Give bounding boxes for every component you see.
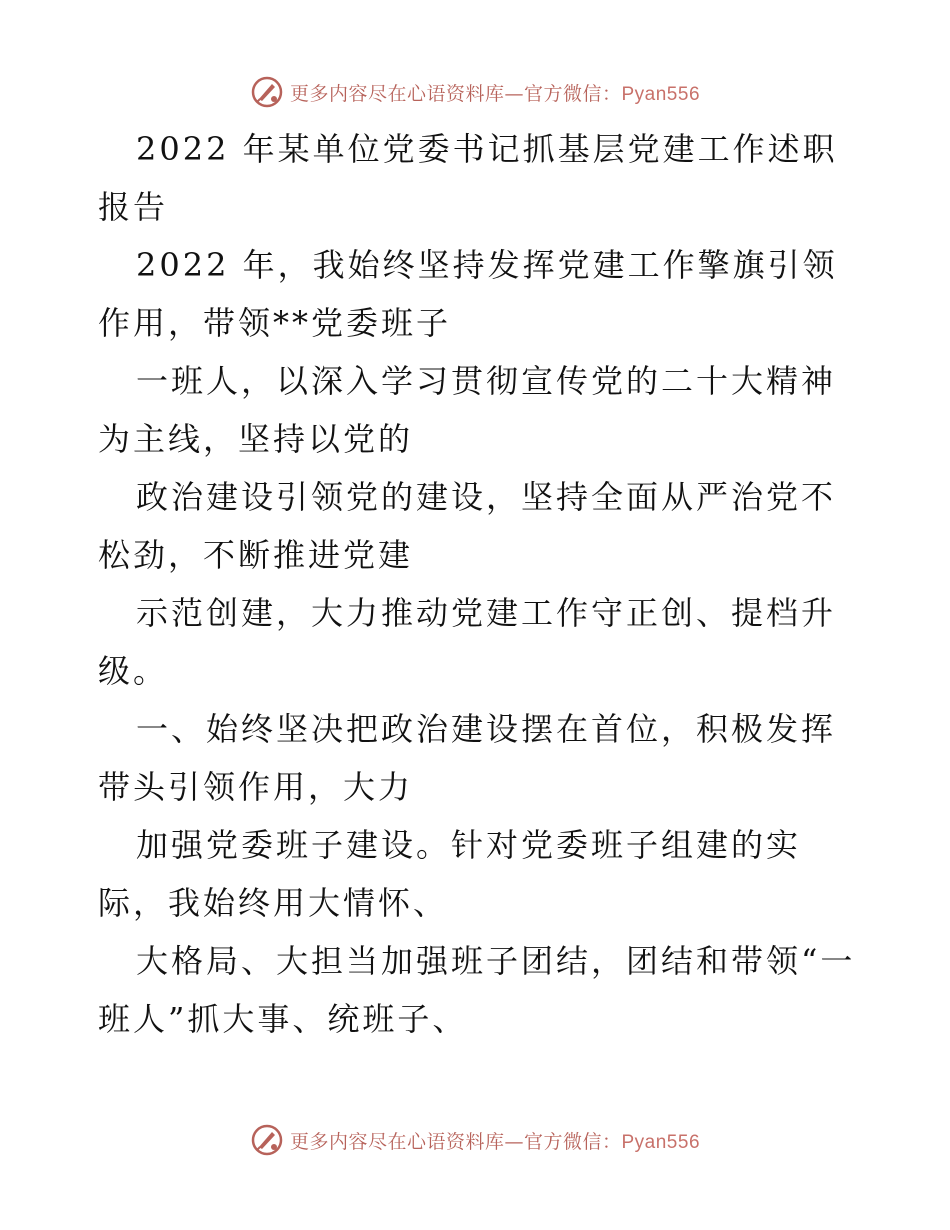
quill-seal-icon <box>250 75 284 109</box>
paragraph: 示范创建，大力推动党建工作守正创、提档升级。 <box>98 594 837 690</box>
watermark-text: 更多内容尽在心语资料库—官方微信：Pyan556 <box>289 82 701 105</box>
footer-watermark-banner <box>0 1120 950 1160</box>
header-watermark-banner <box>0 72 950 112</box>
quill-seal-icon <box>250 1123 284 1157</box>
paragraph: 2022 年，我始终坚持发挥党建工作擎旗引领作用，带领**党委班子 <box>98 246 838 342</box>
watermark-text: 更多内容尽在心语资料库—官方微信：Pyan556 <box>289 1130 701 1153</box>
document-body <box>98 120 858 1048</box>
paragraph: 大格局、大担当加强班子团结，团结和带领“一班人”抓大事、统班子、 <box>98 942 856 1038</box>
wechat-id: Pyan556 <box>621 1131 701 1153</box>
wechat-id: Pyan556 <box>621 83 701 105</box>
paragraph: 加强党委班子建设。针对党委班子组建的实际，我始终用大情怀、 <box>98 826 802 922</box>
paragraph: 政治建设引领党的建设，坚持全面从严治党不松劲，不断推进党建 <box>98 478 837 574</box>
section-heading-paragraph: 一、始终坚决把政治建设摆在首位，积极发挥带头引领作用，大力 <box>98 710 837 806</box>
paragraph: 一班人，以深入学习贯彻宣传党的二十大精神为主线，坚持以党的 <box>98 362 837 458</box>
document-title: 2022 年某单位党委书记抓基层党建工作述职报告 <box>98 130 838 226</box>
